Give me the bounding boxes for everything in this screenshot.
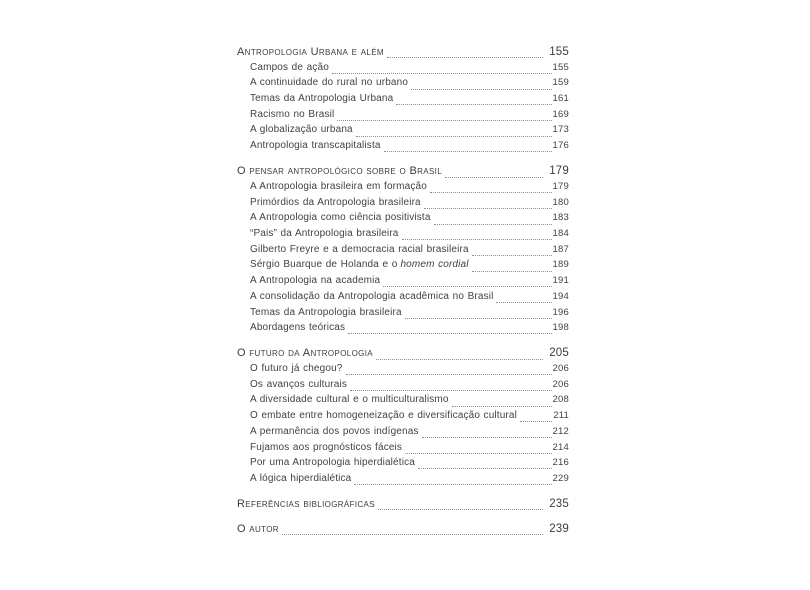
- entry-label-text: A permanência dos povos indígenas: [250, 425, 419, 437]
- toc-entry-row: [237, 197, 569, 213]
- entry-label-text: A lógica hiperdialética: [250, 472, 352, 484]
- entry-page-number: 187: [552, 243, 569, 255]
- entry-page-number: 216: [552, 457, 569, 469]
- entry-label: [250, 228, 399, 239]
- dotted-leader: [346, 374, 552, 375]
- entry-label-text: A Antropologia brasileira em formação: [250, 181, 427, 192]
- entry-label: [250, 322, 345, 333]
- entry-label: [250, 291, 493, 302]
- entry-label-text: Antropologia transcapitalista: [250, 140, 381, 152]
- entry-page-number: 173: [552, 124, 569, 136]
- toc-entry-row: [237, 62, 569, 78]
- entry-label-text: Abordagens teóricas: [250, 322, 346, 334]
- dotted-leader: [424, 208, 552, 209]
- toc-entry-row: [237, 109, 569, 125]
- entry-label: [250, 62, 329, 73]
- section-title: O pensar antropológico sobre o Brasil: [237, 165, 443, 178]
- entry-label: [250, 363, 343, 374]
- entry-page-number: 214: [552, 441, 569, 453]
- toc-entry-row: [237, 291, 569, 307]
- section-title: O autor: [237, 523, 279, 536]
- entry-label-text: A consolidação da Antropologia acadêmica no Brasil: [250, 290, 494, 302]
- entry-page-number: 208: [552, 394, 569, 406]
- toc-entry-row: [237, 93, 569, 109]
- entry-label: [250, 275, 380, 286]
- toc-section: [237, 165, 569, 338]
- entry-page-number: 212: [552, 425, 569, 437]
- dotted-leader: [445, 177, 543, 178]
- dotted-leader: [384, 151, 552, 152]
- entry-label-text: Fujamos aos prognósticos fáceis: [250, 441, 403, 453]
- entry-page-number: 176: [552, 140, 569, 152]
- entry-label: [250, 140, 381, 151]
- toc-entry-row: [237, 244, 569, 260]
- section-title: O futuro da Antropologia: [237, 347, 373, 360]
- entry-label-text: A Antropologia na academia: [250, 275, 381, 287]
- toc-entry-row: [237, 181, 569, 197]
- dotted-leader: [383, 286, 551, 287]
- section-page-number: 155: [549, 46, 569, 58]
- dotted-leader: [496, 302, 551, 303]
- dotted-leader: [332, 73, 552, 74]
- toc-entry-row: [237, 228, 569, 244]
- dotted-leader: [337, 120, 551, 121]
- entry-label: [250, 473, 351, 484]
- toc-entry-row: [237, 124, 569, 140]
- dotted-leader: [354, 484, 551, 485]
- section-page-number: 205: [549, 347, 569, 360]
- entry-label: [250, 457, 415, 468]
- entry-page-number: 198: [552, 322, 569, 334]
- section-page-number: 239: [549, 523, 569, 536]
- entry-page-number: 189: [552, 259, 569, 271]
- toc-entry-row: [237, 426, 569, 442]
- toc-entry-row: [237, 363, 569, 379]
- entry-page-number: 184: [552, 228, 569, 240]
- entry-label-text: A continuidade do rural no urbano: [250, 77, 409, 89]
- section-page-number: 179: [549, 165, 569, 178]
- entry-page-number: 183: [552, 212, 569, 224]
- entry-label-text: A globalização urbana: [250, 124, 353, 136]
- toc-section-header-row: [237, 165, 569, 181]
- entry-label-text: O embate entre homogeneização e diversificação cultural: [250, 410, 517, 422]
- toc-entry-row: [237, 379, 569, 395]
- toc-section: [237, 523, 569, 539]
- entry-label: [250, 442, 402, 453]
- table-of-contents: [237, 46, 569, 539]
- entry-label: [250, 212, 431, 223]
- toc-section-header-row: [237, 498, 569, 514]
- entry-label-text: Sérgio Buarque de Holanda e o: [250, 259, 398, 271]
- entry-label-text: Os avanços culturais: [250, 378, 348, 390]
- entry-label-text: Campos de ação: [250, 61, 329, 73]
- entry-label: [250, 394, 449, 405]
- entry-page-number: 155: [552, 61, 569, 73]
- toc-section-header-row: [237, 46, 569, 62]
- entry-label: [250, 379, 347, 390]
- dotted-leader: [472, 271, 552, 272]
- dotted-leader: [376, 359, 543, 360]
- entry-label: [250, 77, 408, 88]
- entry-label-text: Racismo no Brasil: [250, 108, 335, 120]
- dotted-leader: [418, 468, 552, 469]
- toc-section: [237, 46, 569, 156]
- entry-label-text: O futuro já chegou?: [250, 363, 343, 375]
- entry-page-number: 159: [552, 77, 569, 89]
- entry-page-number: 194: [552, 290, 569, 302]
- entry-page-number: 179: [552, 181, 569, 192]
- dotted-leader: [411, 89, 551, 90]
- entry-label-italic: homem cordial: [400, 259, 469, 271]
- toc-section-header-row: [237, 347, 569, 363]
- dotted-leader: [387, 57, 543, 58]
- dotted-leader: [348, 333, 551, 334]
- dotted-leader: [350, 390, 552, 391]
- entry-label: [250, 259, 469, 270]
- toc-entry-row: [237, 322, 569, 338]
- entry-page-number: 169: [552, 108, 569, 120]
- toc-entry-row: [237, 140, 569, 156]
- entry-page-number: 206: [552, 363, 569, 375]
- entry-page-number: 229: [552, 472, 569, 484]
- toc-section: [237, 498, 569, 514]
- entry-label: [250, 109, 334, 120]
- toc-entry-row: [237, 77, 569, 93]
- entry-label: [250, 93, 393, 104]
- toc-entry-row: [237, 457, 569, 473]
- entry-page-number: 180: [552, 196, 569, 208]
- toc-entry-row: [237, 473, 569, 489]
- entry-page-number: 191: [552, 275, 569, 287]
- dotted-leader: [405, 318, 552, 319]
- entry-label-text: A Antropologia como ciência positivista: [250, 212, 431, 224]
- dotted-leader: [452, 406, 552, 407]
- dotted-leader: [434, 224, 552, 225]
- entry-label: [250, 426, 419, 437]
- entry-label: [250, 124, 353, 135]
- entry-label: [250, 181, 427, 192]
- dotted-leader: [520, 421, 552, 422]
- toc-entry-row: [237, 307, 569, 323]
- entry-label-text: Gilberto Freyre e a democracia racial brasileira: [250, 243, 469, 255]
- section-title: Antropologia Urbana e além: [237, 46, 384, 58]
- entry-page-number: 161: [552, 93, 569, 105]
- entry-label-text: “Pais” da Antropologia brasileira: [250, 228, 399, 240]
- toc-entry-row: [237, 394, 569, 410]
- dotted-leader: [378, 509, 543, 510]
- section-page-number: 235: [549, 498, 569, 511]
- entry-page-number: 196: [552, 306, 569, 318]
- dotted-leader: [430, 192, 552, 193]
- entry-label: [250, 410, 517, 421]
- dotted-leader: [472, 255, 552, 256]
- toc-entry-row: [237, 212, 569, 228]
- dotted-leader: [356, 136, 552, 137]
- dotted-leader: [422, 437, 552, 438]
- toc-section: [237, 347, 569, 488]
- entry-page-number: 211: [553, 410, 569, 422]
- dotted-leader: [402, 239, 552, 240]
- toc-entry-row: [237, 259, 569, 275]
- entry-label: [250, 307, 402, 318]
- toc-section-header-row: [237, 523, 569, 539]
- entry-page-number: 206: [552, 378, 569, 390]
- entry-label-text: Por uma Antropologia hiperdialética: [250, 457, 415, 469]
- toc-entry-row: [237, 410, 569, 426]
- entry-label-text: Primórdios da Antropologia brasileira: [250, 196, 421, 208]
- entry-label-text: Temas da Antropologia Urbana: [250, 93, 394, 105]
- dotted-leader: [396, 104, 551, 105]
- dotted-leader: [282, 534, 543, 535]
- section-title: Referências bibliográficas: [237, 498, 375, 511]
- entry-label-text: Temas da Antropologia brasileira: [250, 306, 402, 318]
- dotted-leader: [405, 453, 551, 454]
- entry-label: [250, 197, 421, 208]
- entry-label: [250, 244, 469, 255]
- toc-entry-row: [237, 442, 569, 458]
- entry-label-text: A diversidade cultural e o multiculturalismo: [250, 394, 449, 406]
- toc-entry-row: [237, 275, 569, 291]
